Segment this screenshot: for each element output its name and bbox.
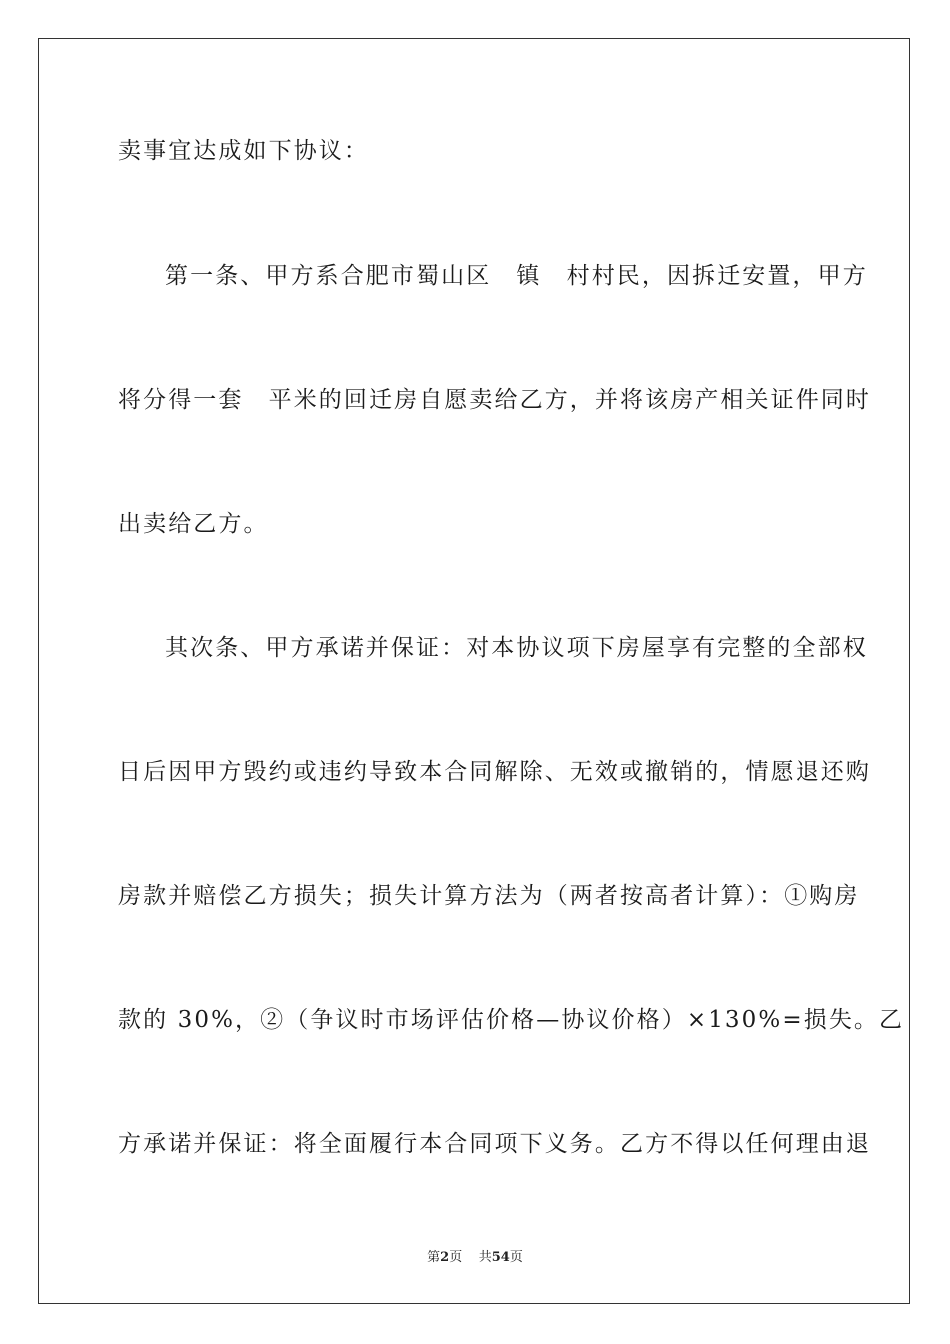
- paragraph-line-6: 日后因甲方毁约或违约导致本合同解除、无效或撤销的，情愿退还购: [118, 759, 871, 785]
- page-border: [38, 38, 910, 1304]
- paragraph-line-9: 方承诺并保证：将全面履行本合同项下义务。乙方不得以任何理由退: [118, 1131, 871, 1157]
- paragraph-line-3: 将分得一套 平米的回迁房自愿卖给乙方，并将该房产相关证件同时: [118, 387, 871, 413]
- footer-page-prefix: 第: [427, 1250, 441, 1265]
- footer-total-prefix: 共: [478, 1250, 492, 1265]
- paragraph-line-8: 款的 30%，②（争议时市场评估价格—协议价格）×130%=损失。乙: [118, 1007, 905, 1033]
- paragraph-line-5: 其次条、甲方承诺并保证：对本协议项下房屋享有完整的全部权: [165, 635, 868, 661]
- paragraph-line-2: 第一条、甲方系合肥市蜀山区 镇 村村民，因拆迁安置，甲方: [165, 263, 868, 289]
- paragraph-line-1: 卖事宜达成如下协议：: [118, 138, 369, 164]
- footer-page-number: 2: [440, 1250, 450, 1265]
- paragraph-line-7: 房款并赔偿乙方损失；损失计算方法为（两者按高者计算）：①购房: [118, 883, 860, 909]
- page-footer: [0, 1246, 950, 1265]
- paragraph-line-4: 出卖给乙方。: [118, 511, 269, 537]
- footer-total-pages: 54: [491, 1250, 510, 1265]
- footer-page-suffix: 页: [449, 1250, 463, 1265]
- footer-total-suffix: 页: [509, 1250, 523, 1265]
